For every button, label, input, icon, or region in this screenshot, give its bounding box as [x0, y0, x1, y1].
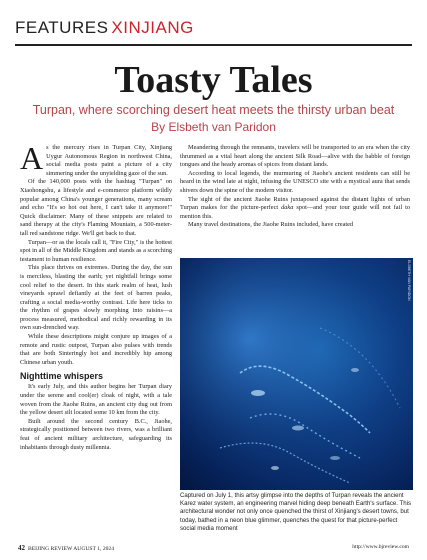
right-column	[180, 144, 410, 252]
paragraph: It's early July, and this author begins her Turpan diary under the serene and cool(er) cloak of night, with a tale woven from the Jiaohe Ruins, an ancient city dug out from the yellow desert silt located some 10 km from the city.	[20, 383, 172, 417]
paragraph: Many travel destinations, the Jiaohe Ruins included, have created	[188, 221, 354, 229]
paragraph: Of the 140,000 posts with the hashtag "Turpan" on Xiaohongshu, a lifestyle and e-commerce platform wildly popular among China's younger generations, many scream and echo "It's so hot out here, I can't take it anymore!" Quick disclaimer: Many of these snippets are related to sand therapy at the city's Flaming Mountain, a 500-meter-tall red sandstone ridge. We'll get back to that.	[20, 178, 172, 237]
paragraph: Meandering through the remnants, travelers will be transported to an era when the city thrummed as a vital heart along the ancient Silk Road—alive with the babble of foreign tongues and the heady aromas of spices from distant lands.	[180, 144, 410, 169]
paragraph-text: spot—and your tour guide will not fail to mention this.	[180, 204, 410, 220]
page-number: 42	[18, 544, 25, 552]
paragraph: This place thrives on extremes. During the day, the sun is merciless, blasting the earth; yet nightfall brings some cool relief to the desert. In this stark realm of heat, lush vineyards sprawl defiantly at the feet of barren peaks, crafting a social media-worthy contrast. Life here ticks to the rhythm of grapes slowly morphing into raisins—a process measured, methodical and richly rewarding in its own sun-drenched way.	[20, 264, 172, 332]
paragraph: According to local legends, the murmuring of Jiaohe's ancient residents can still be heard in the wind late at night, infusing the UNESCO site with a mystical aura that sends shivers down the spine of the modern visitor.	[180, 169, 410, 194]
photo-caption: Captured on July 1, this artsy glimpse into the depths of Turpan reveals the ancient Karez water system, an engineering marvel hiding deep beneath Earth's surface. This architectural wonder not only once quenched the thirst of Xinjiang's desert towns, but today, bathed in a neon blue glimmer, quenches the quest for that picture-perfect social media moment	[180, 492, 412, 532]
drop-cap: A	[20, 144, 44, 176]
header-rule	[15, 44, 412, 46]
article-subtitle: Turpan, where scorching desert heat meets the thirsty urban beat	[32, 103, 395, 117]
features-label: FEATURES	[15, 18, 109, 37]
karez-photo	[180, 258, 413, 490]
paragraph-text: The sight of the ancient Jiaohe Ruins juxtaposed against the distant lights of urban Turpan makes for the picture-perfect	[180, 195, 410, 212]
paragraph: Built around the second century B.C., Jiaohe, strategically positioned between two rivers, was a brilliant feat of ancient military architecture, safeguarding its inhabitants through dusty millennia.	[20, 417, 172, 451]
page-footer	[18, 544, 114, 552]
left-column	[20, 144, 172, 540]
paragraph	[20, 144, 172, 178]
publication-info: BEIJING REVIEW AUGUST 1, 2024	[28, 546, 115, 552]
paragraph	[180, 196, 410, 222]
paragraph-text: s the mercury rises in Turpan City, Xinjiang Uygur Autonomous Region in northwest China, social media posts paint a picture of a city simmering under the unyielding gaze of the sun.	[46, 144, 172, 177]
paragraph: While these descriptions might conjure up images of a remote and rustic outpost, Turpan also pulses with trends that are both Sinteringly hot and incredibly hip among Chinese urban youth.	[20, 333, 172, 366]
photo-credit: ELSBETH VAN PARIDON	[407, 260, 411, 301]
article-title: Toasty Tales	[114, 59, 313, 101]
italic-term: daka	[281, 204, 294, 212]
section-label: XINJIANG	[111, 18, 194, 37]
website-url[interactable]: http://www.bjreview.com	[352, 544, 409, 550]
subheading: Nighttime whispers	[20, 371, 104, 382]
water-reflection-image	[180, 258, 413, 490]
article-byline: By Elsbeth van Paridon	[151, 120, 276, 134]
section-header	[15, 18, 412, 40]
paragraph: Turpan—or as the locals call it, "Fire City," is the hottest spot in all of the Middle Kingdom and stands as a scorching testament to human resilience.	[20, 238, 172, 263]
